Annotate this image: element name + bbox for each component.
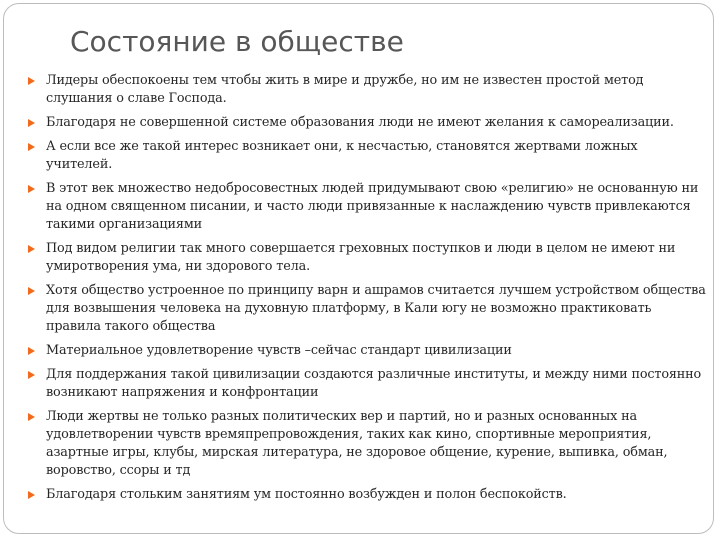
bullet-text: Хотя общество устроенное по принципу варн и ашрамов считается лучшем устройством общества для возвышения человека на духовную платформу, в Кали югу не возможно практиковать правила такого общества [46, 283, 706, 334]
bullet-text: А если все же такой интерес возникает они, к несчастью, становятся жертвами ложных учителей. [46, 139, 638, 172]
bullet-text: Благодаря стольким занятиям ум постоянно возбужден и полон беспокойств. [46, 487, 567, 502]
bullet-item [26, 408, 706, 480]
bullet-list [26, 72, 706, 510]
triangle-bullet-icon [28, 371, 35, 379]
bullet-item [26, 138, 706, 174]
bullet-text: Для поддержания такой цивилизации создаются различные институты, и между ними постоянно возникают напряжения и конфронтации [46, 367, 702, 400]
bullet-item [26, 486, 706, 504]
triangle-bullet-icon [28, 143, 35, 151]
bullet-item [26, 180, 706, 234]
triangle-bullet-icon [28, 77, 35, 85]
triangle-bullet-icon [28, 491, 35, 499]
bullet-text: Люди жертвы не только разных политических вер и партий, но и разных основанных на удовлетворении чувств времяпрепровождения, таких как кино, спортивные мероприятия, азартные игры, клубы, мирская литература, не здоровое общение, курение, выпивка, обман, воровство, ссоры и тд [46, 409, 668, 478]
triangle-bullet-icon [28, 287, 35, 295]
triangle-bullet-icon [28, 185, 35, 193]
bullet-text: Благодаря не совершенной системе образования люди не имеют желания к самореализации. [46, 115, 674, 130]
bullet-text: В этот век множество недобросовестных людей придумывают свою «религию» не основанную ни на одном священном писании, и часто люди привязанные к наслаждению чувств привлекаются такими организациями [46, 181, 699, 232]
bullet-text: Материальное удовлетворение чувств –сейчас стандарт цивилизации [46, 343, 512, 358]
triangle-bullet-icon [28, 245, 35, 253]
bullet-item [26, 240, 706, 276]
triangle-bullet-icon [28, 413, 35, 421]
slide-title: Состояние в обществе [70, 25, 404, 58]
slide [3, 3, 714, 534]
bullet-item [26, 282, 706, 336]
triangle-bullet-icon [28, 347, 35, 355]
bullet-item [26, 366, 706, 402]
bullet-item [26, 342, 706, 360]
bullet-text: Лидеры обеспокоены тем чтобы жить в мире и дружбе, но им не известен простой метод слушания о славе Господа. [46, 73, 644, 106]
bullet-item [26, 114, 706, 132]
triangle-bullet-icon [28, 119, 35, 127]
bullet-item [26, 72, 706, 108]
bullet-text: Под видом религии так много совершается греховных поступков и люди в целом не имеют ни умиротворения ума, ни здорового тела. [46, 241, 676, 274]
